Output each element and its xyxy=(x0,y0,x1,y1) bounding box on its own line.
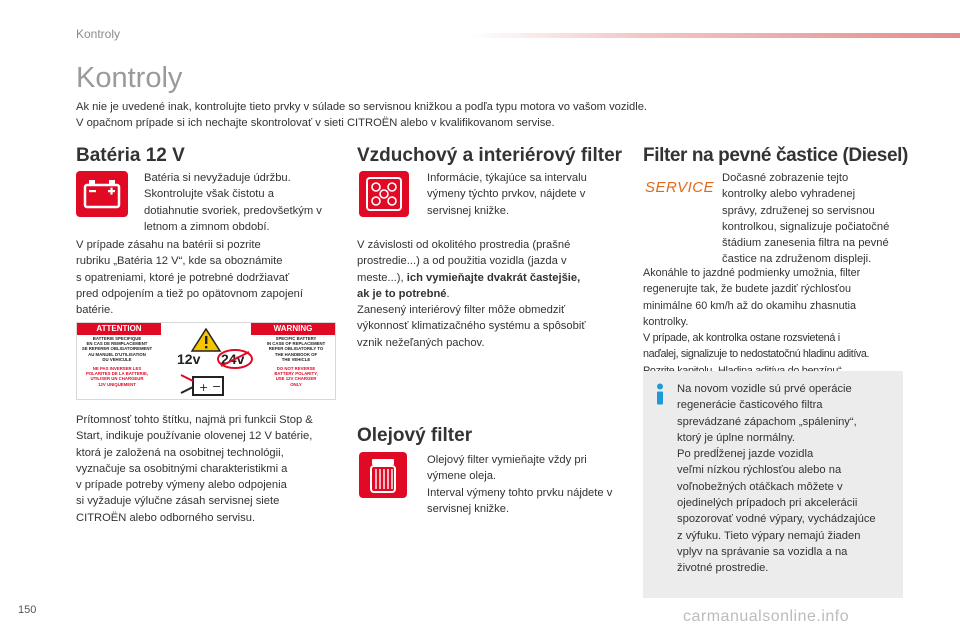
text-span: meste...), xyxy=(357,271,407,284)
text-line: naďalej, signalizuje to nedostatočnú hladinu aditíva. xyxy=(643,348,870,361)
particle-filter-heading: Filter na pevné častice (Diesel) xyxy=(643,145,908,166)
text-line: Akonáhle to jazdné podmienky umožnia, filter xyxy=(643,267,861,279)
info-icon xyxy=(653,383,667,405)
label-line: 12V UNIQUEMENT xyxy=(98,381,136,387)
svg-text:−: − xyxy=(212,380,222,393)
svg-text:+: + xyxy=(199,381,209,394)
label-line: UTILISER UN CHARGEUR xyxy=(90,376,144,382)
battery-polarity-icon xyxy=(179,371,233,397)
text-line: Zanesený interiérový filter môže obmedziť xyxy=(357,304,566,317)
info-text xyxy=(677,381,876,577)
bold-emphasis: ak je to potrebné xyxy=(357,287,447,300)
service-warning-icon: SERVICE xyxy=(645,179,715,196)
info-box xyxy=(643,371,903,598)
battery-paragraph-2 xyxy=(76,237,303,318)
voltage-24v: 24v xyxy=(221,351,245,367)
no-24v-icon xyxy=(217,349,253,369)
text-line: výmene oleja. xyxy=(427,470,497,483)
text-line: regenerácie časticového filtra xyxy=(677,399,823,412)
text-line: životné prostredie. xyxy=(677,562,769,575)
text-line: batérie. xyxy=(76,304,114,317)
text-line: Olejový filter vymieňajte vždy pri xyxy=(427,454,587,466)
text-line: Skontrolujte však čistotu a xyxy=(144,188,274,201)
intro-line: V opačnom prípade si ich nechajte skontrolovať v sieti CITROËN alebo v kvalifikovanom servise. xyxy=(76,117,555,129)
attention-header: ATTENTION xyxy=(77,323,161,335)
intro-line: Ak nie je uvedené inak, kontrolujte tieto prvky v súlade so servisnou knižkou a podľa typu motora vo vašom vozidle. xyxy=(76,101,648,113)
particle-filter-paragraph-1 xyxy=(722,170,889,268)
air-filter-paragraph-2 xyxy=(357,237,586,351)
text-line: V prípade zásahu na batérii si pozrite xyxy=(76,239,261,251)
text-line: ktorá je založená na osobitnej technológii, xyxy=(76,446,284,459)
text-line: vznik nežeľaných pachov. xyxy=(357,336,485,349)
text-line: pred odpojením a tiež po opätovnom zapojení xyxy=(76,287,304,300)
text-line: letnom a zimnom období. xyxy=(144,220,270,233)
bold-emphasis: ich vymieňajte dvakrát častejšie, xyxy=(406,271,581,284)
text-line: Dočasné zobrazenie tejto xyxy=(722,172,849,184)
text-line: veľmi nízkou rýchlosťou alebo na xyxy=(677,464,842,477)
label-french-text xyxy=(80,336,154,387)
particle-filter-paragraph-2 xyxy=(643,265,869,379)
text-line: voľnobežných otáčkach môžete v xyxy=(677,480,843,493)
text-span: . xyxy=(446,287,450,300)
label-line: REFER OBLIGATORILY TO xyxy=(268,346,324,352)
text-line: V závislosti od okolitého prostredia (prašné xyxy=(357,239,571,251)
label-line: ONLY xyxy=(290,381,302,387)
label-english-text xyxy=(260,336,332,387)
text-line: kontrolkou, signalizuje počiatočné xyxy=(722,220,890,233)
label-line: THE VEHICLE xyxy=(281,356,311,362)
text-line: Batéria si nevyžaduje údržbu. xyxy=(144,172,291,184)
battery-paragraph-3 xyxy=(76,412,313,526)
text-line: v prípade potreby výmeny alebo odpojenia xyxy=(76,479,287,492)
battery-warning-label xyxy=(76,322,336,400)
text-line: regenerujte tak, že budete jazdiť rýchlosťou xyxy=(643,283,851,296)
battery-heading: Batéria 12 V xyxy=(76,145,185,166)
text-line: Informácie, týkajúce sa intervalu xyxy=(427,172,587,184)
label-line: SE REFERER OBLIGATOIREMENT xyxy=(81,346,153,352)
text-line: ktorý je úplne normálny. xyxy=(677,431,795,444)
label-line: NE PAS INVERSER LES xyxy=(92,366,142,372)
text-line: sprevádzané zápachom „spáleniny“, xyxy=(677,415,857,428)
air-filter-heading: Vzduchový a interiérový filter xyxy=(357,145,623,166)
text-line: výkonnosť klimatizačného systému a spôsobiť xyxy=(357,320,586,333)
oil-filter-icon xyxy=(359,452,407,498)
text-line: Na novom vozidle sú prvé operácie xyxy=(677,383,852,395)
label-line: THE HANDBOOK OF xyxy=(274,351,318,357)
text-line: Interval výmeny tohto prvku nájdete v xyxy=(427,486,613,499)
text-line: správy, združenej so servisnou xyxy=(722,204,875,217)
label-line: AU MANUEL D'UTILISATION xyxy=(88,351,146,357)
text-line: prostredie...) a od použitia vozidla (jazda v xyxy=(357,255,567,268)
air-filter-icon xyxy=(359,171,409,217)
text-line: ojedinelých prípadoch pri akcelerácii xyxy=(677,497,858,510)
label-line: USE 12V CHARGER xyxy=(275,376,317,382)
oil-filter-paragraph xyxy=(427,452,612,517)
label-line: SPECIFIC BATTERY xyxy=(275,336,317,341)
text-line: servisnej knižke. xyxy=(427,204,510,217)
text-line: spozorovať vodné výpary, vychádzajúce xyxy=(677,513,876,526)
text-line xyxy=(357,286,586,302)
label-line: IN CASE OF REPLACEMENT xyxy=(266,341,326,347)
label-line: DU VEHICULE xyxy=(102,356,132,362)
header-gradient-bar xyxy=(470,33,960,38)
text-line: V prípade, ak kontrolka ostane rozsvietená i xyxy=(643,332,840,345)
oil-filter-heading: Olejový filter xyxy=(357,425,473,446)
text-line: CITROËN alebo odborného servisu. xyxy=(76,511,256,524)
label-line: EN CAS DE REMPLACEMENT xyxy=(86,341,148,347)
text-line: Prítomnosť tohto štítku, najmä pri funkcii Stop & xyxy=(76,414,313,426)
voltage-12v: 12v xyxy=(177,351,201,367)
battery-paragraph-1 xyxy=(144,170,322,235)
label-line: BATTERY POLARITY, xyxy=(274,371,318,377)
battery-icon xyxy=(76,171,128,217)
text-line: kontrolky alebo vyhradenej xyxy=(722,188,856,201)
text-line xyxy=(357,270,586,286)
label-line: BATTERIE SPECIFIQUE xyxy=(92,336,142,341)
text-line: z výfuku. Tieto výpary nemajú žiaden xyxy=(677,529,861,542)
text-line: výmeny týchto prvkov, nájdete v xyxy=(427,188,586,201)
text-line: vplyv na správanie sa vozidla a na xyxy=(677,545,848,558)
text-line: si vyžaduje výlučne zásah servisnej siete xyxy=(76,495,280,508)
label-line: DO NOT REVERSE xyxy=(276,366,316,372)
page-number: 150 xyxy=(18,604,37,616)
text-line: servisnej knižke. xyxy=(427,502,510,515)
intro-text xyxy=(76,99,936,131)
text-line: štádium zanesenia filtra na pevné xyxy=(722,237,889,250)
text-line: vyznačuje sa osobitnými charakteristikmi a xyxy=(76,462,288,475)
text-line: minimálne 60 km/h až do okamihu zhasnutia xyxy=(643,299,857,312)
text-line: Po predĺženej jazde vozidla xyxy=(677,448,814,461)
label-line: POLARITES DE LA BATTERIE, xyxy=(85,371,149,377)
text-line: častice na združenom displeji. xyxy=(722,253,872,266)
text-line: kontrolky. xyxy=(643,315,689,328)
warning-header: WARNING xyxy=(251,323,335,335)
text-line: dotiahnutie svoriek, predovšetkým v xyxy=(144,204,322,217)
air-filter-paragraph-1 xyxy=(427,170,587,219)
text-line: rubriku „Batéria 12 V“, kde sa oboznámite xyxy=(76,255,283,268)
watermark: carmanualsonline.info xyxy=(683,608,850,625)
text-line: Start, indikuje používanie olovenej 12 V batérie, xyxy=(76,430,313,443)
header-section-title: Kontroly xyxy=(76,27,121,41)
page-title: Kontroly xyxy=(76,62,183,94)
text-line: s opatreniami, ktoré je potrebné dodržiavať xyxy=(76,271,290,284)
